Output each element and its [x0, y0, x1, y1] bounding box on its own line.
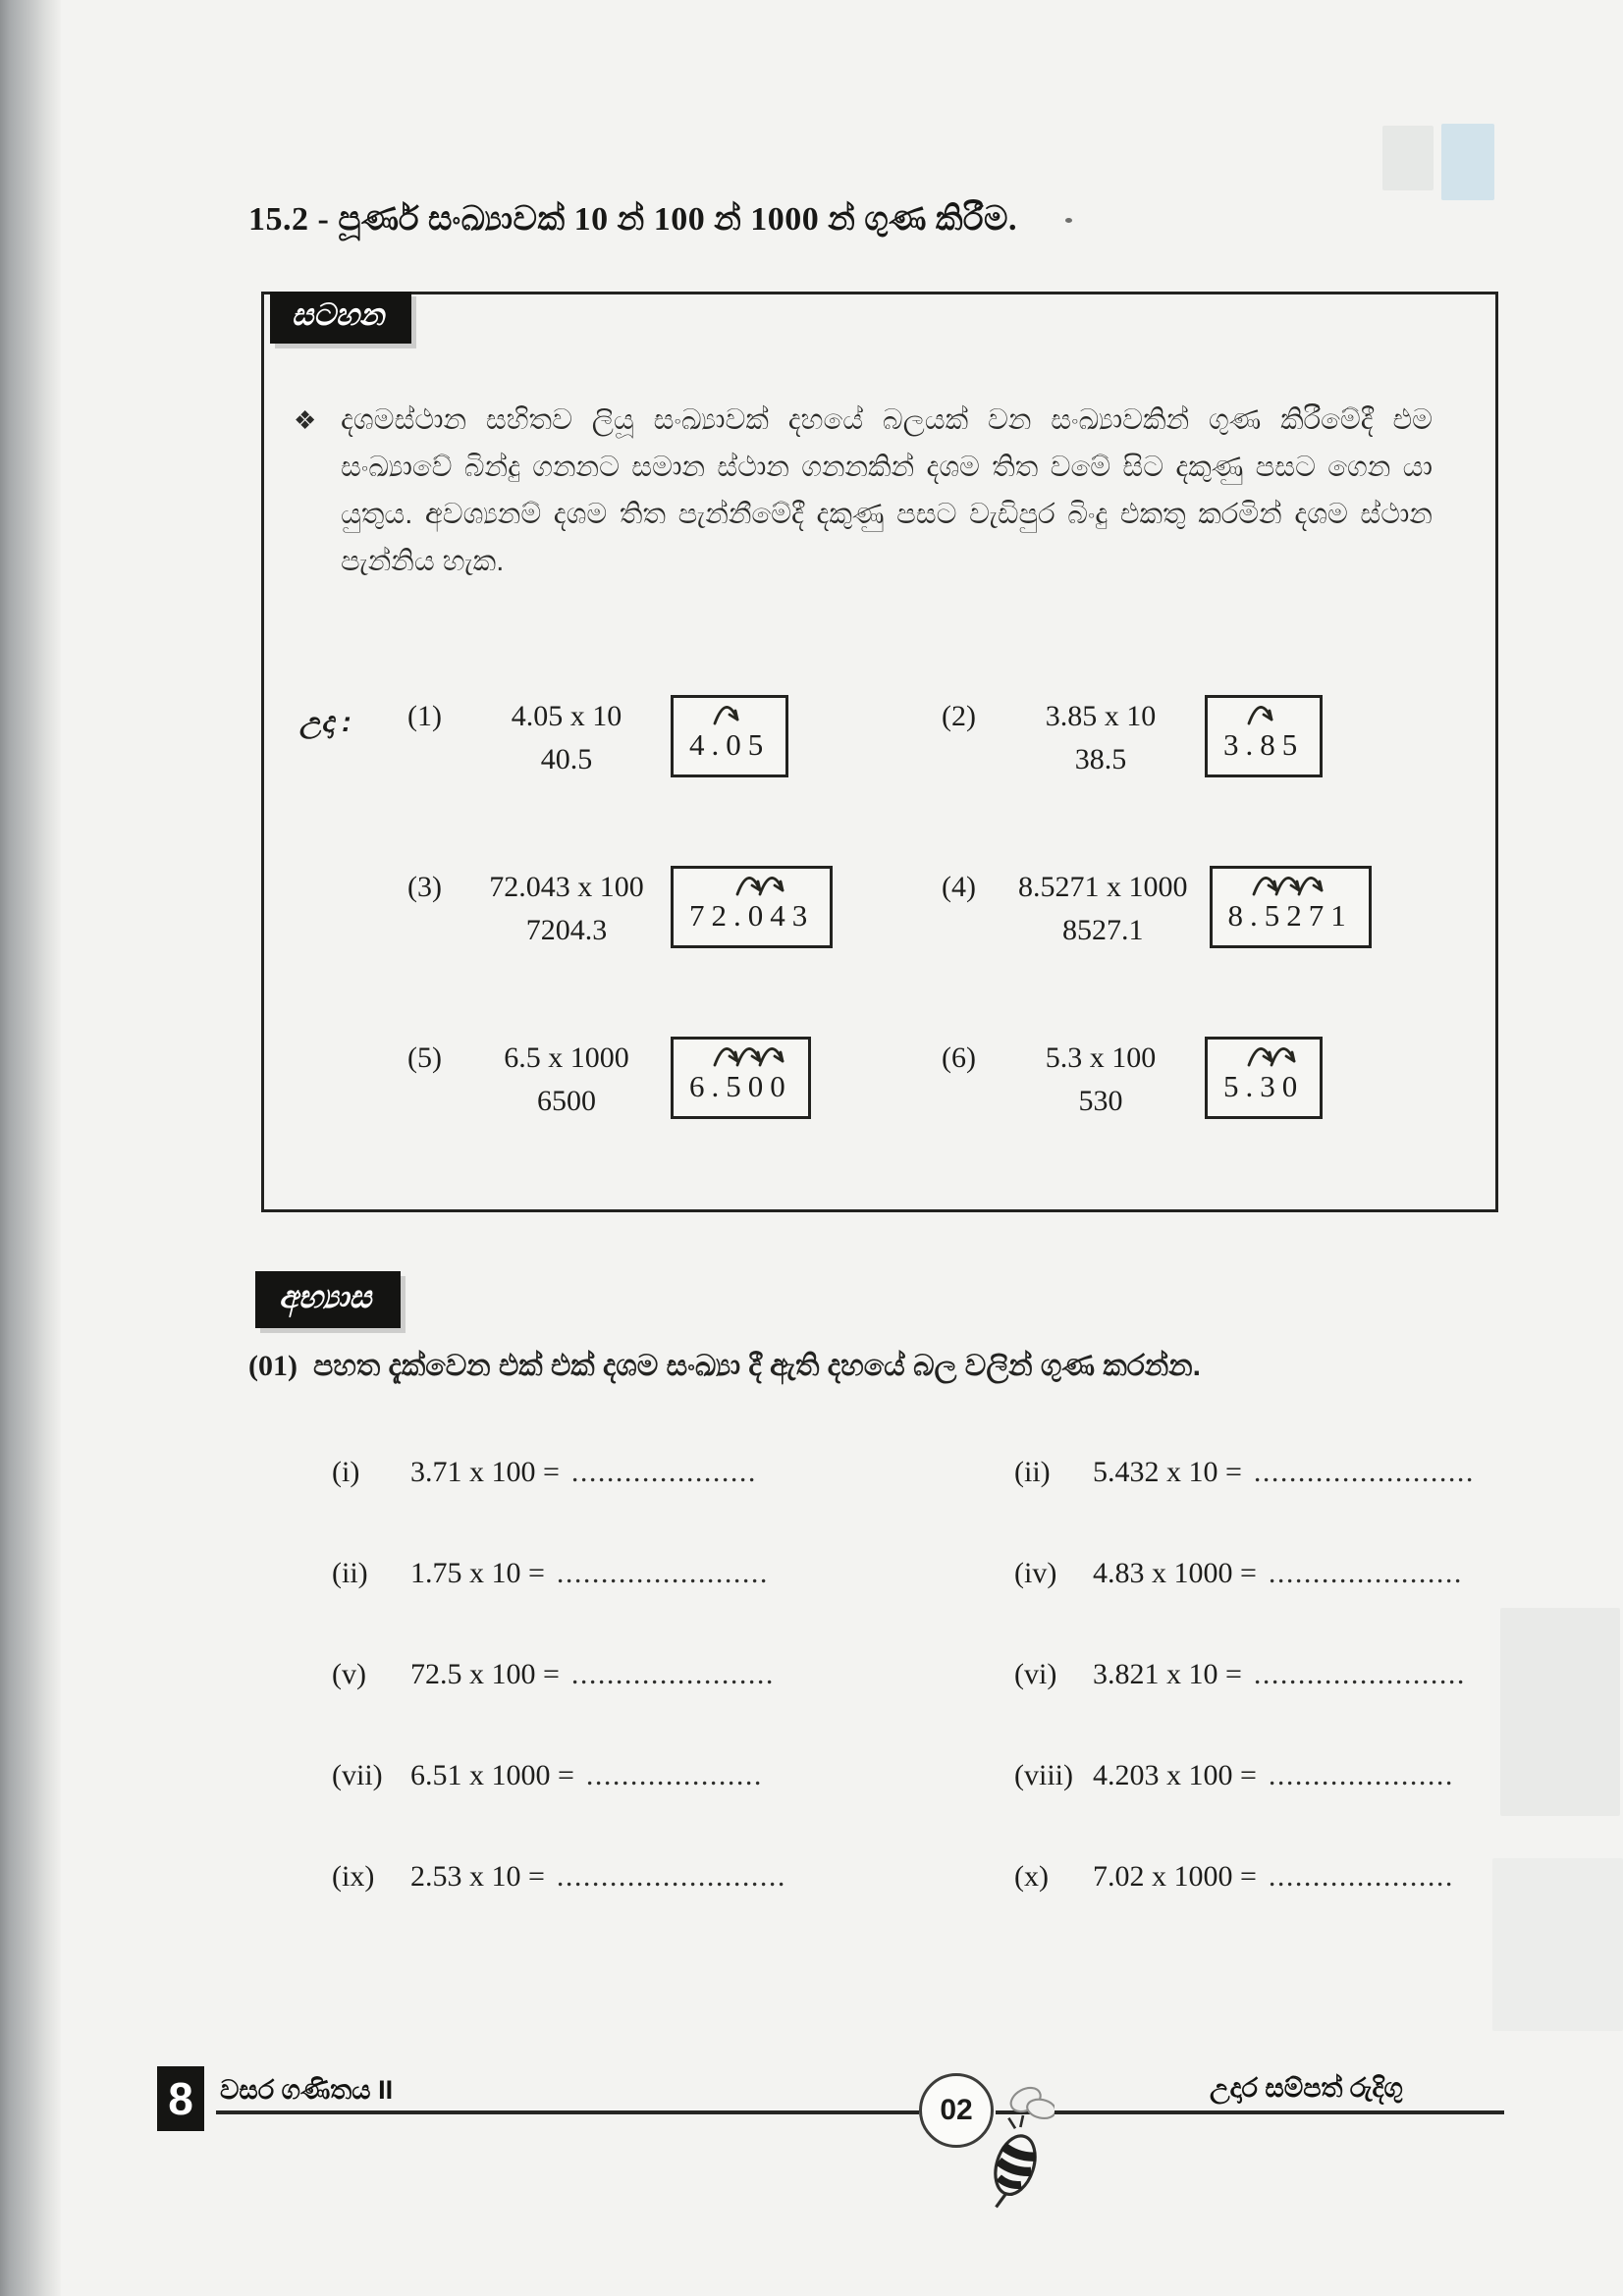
example-result: 40.5	[540, 743, 593, 775]
item-expression: 2.53 x 10 =	[410, 1860, 545, 1893]
note-box	[261, 292, 1498, 1212]
example-calculation	[1018, 1037, 1183, 1123]
decimal-shift-box	[1205, 1037, 1323, 1119]
example-4	[942, 866, 1372, 952]
item-number: (i)	[332, 1456, 360, 1488]
scan-artifact	[1382, 126, 1434, 190]
decimal-shift-box	[671, 866, 833, 948]
decimal-shift-box	[1210, 866, 1372, 948]
item-number: (viii)	[1014, 1759, 1073, 1791]
box-fraction-part: 30	[1260, 1069, 1305, 1103]
box-fraction-wrap	[1260, 725, 1304, 765]
example-2	[942, 695, 1323, 781]
item-expression: 4.203 x 100 =	[1093, 1759, 1257, 1791]
question-number: (01)	[248, 1350, 298, 1382]
box-integer-part: 8	[1227, 898, 1250, 933]
example-expression: 3.85 x 10	[1045, 700, 1157, 732]
box-fraction-part: 85	[1260, 727, 1305, 762]
grade-badge: 8	[157, 2066, 204, 2131]
box-fraction-wrap	[1265, 896, 1353, 935]
publisher-name: උදාර සම්පත් රුදිගු	[1210, 2073, 1403, 2103]
item-expression: 4.83 x 1000 =	[1093, 1557, 1257, 1589]
box-integer-part: 4	[689, 727, 712, 762]
answer-blank: ....................	[585, 1759, 763, 1791]
decimal-point: .	[711, 1069, 727, 1103]
decimal-point: .	[1245, 1069, 1261, 1103]
item-expression: 1.75 x 10 =	[410, 1557, 545, 1589]
decimal-hop-arrows-icon	[1245, 696, 1281, 727]
decimal-shift-box	[1205, 695, 1323, 777]
answer-blank: ..........................	[556, 1860, 786, 1893]
example-expression: 8.5271 x 1000	[1018, 871, 1188, 903]
decimal-hop-arrows-icon	[1250, 867, 1331, 898]
example-6	[942, 1037, 1323, 1123]
decimal-hop-arrows-icon	[1245, 1038, 1304, 1069]
example-result: 6500	[537, 1085, 596, 1117]
example-number: (2)	[942, 700, 976, 732]
box-fraction-part: 05	[726, 727, 771, 762]
item-number: (ii)	[332, 1557, 368, 1589]
decimal-point: .	[1245, 727, 1261, 762]
exercise-item	[332, 1451, 1014, 1494]
section-title: 15.2 - පූර්ණ සංඛ්‍යාවක් 10 න් 100 න් 1000 න් ගුණ කිරීම.	[248, 201, 1017, 238]
decimal-shift-box	[671, 1037, 811, 1119]
exercise-item	[332, 1552, 1014, 1595]
answer-blank: ........................	[1253, 1658, 1466, 1690]
item-number: (vi)	[1014, 1658, 1057, 1690]
box-fraction-wrap	[748, 896, 815, 935]
item-expression: 3.71 x 100 =	[410, 1456, 560, 1488]
examples-label: උදා :	[299, 707, 352, 738]
exercise-grid	[332, 1451, 1520, 1898]
item-number: (iv)	[1014, 1557, 1057, 1589]
item-expression: 6.51 x 1000 =	[410, 1759, 574, 1791]
example-calculation	[484, 866, 649, 952]
example-result: 8527.1	[1062, 914, 1144, 946]
item-expression: 5.432 x 10 =	[1093, 1456, 1242, 1488]
decimal-point: .	[711, 727, 727, 762]
example-expression: 72.043 x 100	[489, 871, 644, 903]
box-fraction-part: 5271	[1264, 898, 1353, 933]
item-number: (x)	[1014, 1860, 1049, 1893]
box-integer-part: 3	[1223, 727, 1246, 762]
exercise-item	[332, 1855, 1014, 1898]
answer-blank: .....................	[1268, 1860, 1454, 1893]
item-number: (v)	[332, 1658, 366, 1690]
book-title: වසර ගණිතය II	[220, 2075, 394, 2105]
item-number: (ii)	[1014, 1456, 1051, 1488]
exercise-instruction-row	[248, 1350, 1201, 1383]
answer-blank: ........................	[556, 1557, 769, 1589]
note-paragraph	[294, 397, 1433, 585]
example-3	[407, 866, 833, 952]
decimal-point: .	[1250, 898, 1265, 933]
example-calculation	[484, 1037, 649, 1123]
answer-blank: .....................	[1268, 1759, 1454, 1791]
example-1	[407, 695, 788, 781]
answer-blank: .........................	[1253, 1456, 1475, 1488]
page-spine-shadow	[0, 0, 61, 2296]
exercise-item	[1014, 1653, 1520, 1696]
example-calculation	[484, 695, 649, 781]
footer-rule-left	[216, 2110, 919, 2114]
box-integer-part: 72	[689, 898, 733, 933]
page-number-badge: 02	[919, 2073, 994, 2148]
item-expression: 72.5 x 100 =	[410, 1658, 560, 1690]
box-fraction-wrap	[1260, 1067, 1304, 1106]
example-calculation	[1018, 866, 1188, 952]
box-integer-part: 6	[689, 1069, 712, 1103]
example-number: (4)	[942, 871, 976, 903]
exercise-item	[1014, 1754, 1520, 1797]
answer-blank: ......................	[1268, 1557, 1463, 1589]
example-result: 38.5	[1074, 743, 1127, 775]
example-5	[407, 1037, 811, 1123]
decimal-hop-arrows-icon	[733, 867, 792, 898]
decimal-point: .	[733, 898, 748, 933]
example-result: 530	[1078, 1085, 1123, 1117]
item-expression: 7.02 x 1000 =	[1093, 1860, 1257, 1893]
box-fraction-wrap	[726, 1067, 792, 1106]
example-result: 7204.3	[525, 914, 608, 946]
exercise-item	[1014, 1451, 1520, 1494]
example-calculation	[1018, 695, 1183, 781]
diamond-bullet-icon: ❖	[294, 405, 317, 435]
example-number: (6)	[942, 1041, 976, 1074]
exercise-instruction: පහත දැක්වෙන එක් එක් දශම සංඛ්‍යා දී ඇති දහයේ බල වලින් ගුණ කරන්න.	[312, 1350, 1201, 1382]
decimal-hop-arrows-icon	[711, 1038, 792, 1069]
note-tab: සටහන	[270, 292, 411, 344]
exercise-item	[1014, 1855, 1520, 1898]
box-integer-part: 5	[1223, 1069, 1246, 1103]
scan-artifact	[1441, 124, 1494, 200]
example-number: (3)	[407, 871, 442, 903]
answer-blank: .....................	[570, 1456, 757, 1488]
item-expression: 3.821 x 10 =	[1093, 1658, 1242, 1690]
box-fraction-part: 500	[726, 1069, 792, 1103]
decimal-hop-arrows-icon	[711, 696, 747, 727]
exercise-item	[332, 1754, 1014, 1797]
box-fraction-part: 043	[747, 898, 815, 933]
item-number: (ix)	[332, 1860, 375, 1893]
example-expression: 6.5 x 1000	[504, 1041, 629, 1074]
exercise-item	[1014, 1552, 1520, 1595]
answer-blank: .......................	[570, 1658, 775, 1690]
example-number: (5)	[407, 1041, 442, 1074]
example-number: (1)	[407, 700, 442, 732]
exercise-item	[332, 1653, 1014, 1696]
decimal-shift-box	[671, 695, 788, 777]
example-expression: 4.05 x 10	[511, 700, 622, 732]
footer-rule-right	[996, 2110, 1504, 2114]
exercise-tab: අභ්‍යාස	[255, 1271, 401, 1328]
scan-speck	[1065, 218, 1072, 223]
note-text: දශමස්ථාන සහිතව ලියූ සංඛ්‍යාවක් දහයේ බලයක් වන සංඛ්‍යාවකින් ගුණ කිරීමේදී එම සංඛ්‍යාවේ බින්දු ගනනට සමාන ස්ථාන ගනනකින් දශම තිත වමේ සිට දකුණු පසට ගෙන යා යුතුය. අවශ්‍යනම් දශම තිත පැන්නීමේදී දකුණු පසට වැඩිපුර බිංදු එකතු කරමින් දශම ස්ථාන පැන්නිය හැක.	[341, 404, 1433, 577]
item-number: (vii)	[332, 1759, 383, 1791]
example-expression: 5.3 x 100	[1045, 1041, 1157, 1074]
box-fraction-wrap	[726, 725, 770, 765]
